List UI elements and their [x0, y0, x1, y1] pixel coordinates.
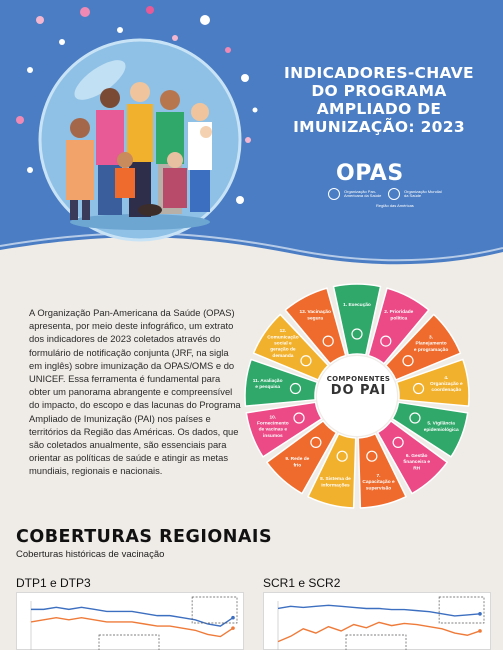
center-label-line2: DO PAI — [330, 383, 387, 398]
series-end-point — [478, 629, 482, 633]
chart1-panel — [16, 592, 244, 650]
center-label-line1: COMPONENTES — [326, 375, 391, 383]
org-logos — [328, 188, 444, 208]
component-label: 5. Vigilância epidemiológica — [423, 421, 459, 433]
org1-label: Organização Pan-Americana da Saúde — [344, 188, 382, 198]
component-label: 4. Organização e coordenação — [429, 375, 463, 394]
chart1-plot — [17, 593, 243, 650]
hero-title-line: IMUNIZAÇÃO: 2023 — [293, 118, 465, 136]
series-line — [31, 618, 233, 637]
highlight-box — [439, 597, 484, 623]
section-subtitle: Coberturas históricas de vacinação — [16, 549, 165, 560]
hero-title — [270, 64, 488, 136]
component-label: 12. Comunicação social e geração de demanda — [267, 329, 299, 359]
region-label: Região das Américas — [376, 203, 414, 208]
component-label: 6. Gestão financeira e RH — [403, 453, 431, 472]
intro-paragraph: A Organização Pan-Americana da Saúde (OPAS) apresenta, por meio deste infográfico, um extrato dos indicadores de 2023 coletados através do formulário de notificação conjunta (JRF, na sigla em inglês) sobre imunização da OPAS/OMS e do UNICEF. Essa ferramenta é fundamental para obter um panorama abrangente e compreensível do impacto, do escopo e das lacunas do Programa Ampliado de Imunização (PAI) nos países e territórios da Região das Américas. Os dados, que são coletados anualmente, são essenciais para orientar as políticas de saúde e atingir as metas mundiais, regionais e nacionais. — [29, 307, 241, 477]
component-label: 7. Capacitação e supervisão — [362, 473, 395, 492]
callout-box — [346, 635, 406, 650]
hero-title-line: AMPLIADO DE — [316, 100, 442, 118]
series-end-point — [478, 612, 482, 616]
chart2-plot — [264, 593, 490, 650]
component-label: 8. Sistema de informações — [320, 477, 351, 489]
section-title: COBERTURAS REGIONAIS — [16, 527, 273, 547]
hero-banner — [0, 0, 503, 270]
hero-title-line: DO PROGRAMA — [311, 82, 447, 100]
components-center-label — [321, 375, 396, 398]
series-line — [278, 605, 480, 616]
component-label: 13. Vacinação segura — [299, 310, 331, 322]
series-line — [278, 622, 480, 641]
component-label: 2. Prioridade política — [384, 310, 414, 322]
paho-emblem-icon — [328, 188, 340, 200]
chart1-title: DTP1 e DTP3 — [16, 576, 91, 590]
org2-label: Organização Mundial da Saúde — [404, 188, 442, 198]
component-label: 10. Fornecimento de vacinas e insumos — [256, 415, 289, 439]
chart2-title: SCR1 e SCR2 — [263, 576, 341, 590]
chart2-panel — [263, 592, 491, 650]
component-label: 9. Rede de frio — [285, 457, 310, 469]
hero-title-line: INDICADORES-CHAVE — [284, 64, 474, 82]
callout-box — [99, 635, 159, 650]
opas-logo-text: OPAS — [336, 161, 404, 186]
component-label: 11. Avaliação e pesquisa — [252, 378, 283, 391]
who-emblem-icon — [388, 188, 400, 200]
component-label: 3. Planejamento e programação — [413, 335, 449, 353]
component-label: 1. Execução — [343, 303, 371, 308]
series-end-point — [231, 616, 235, 620]
series-end-point — [231, 626, 235, 630]
